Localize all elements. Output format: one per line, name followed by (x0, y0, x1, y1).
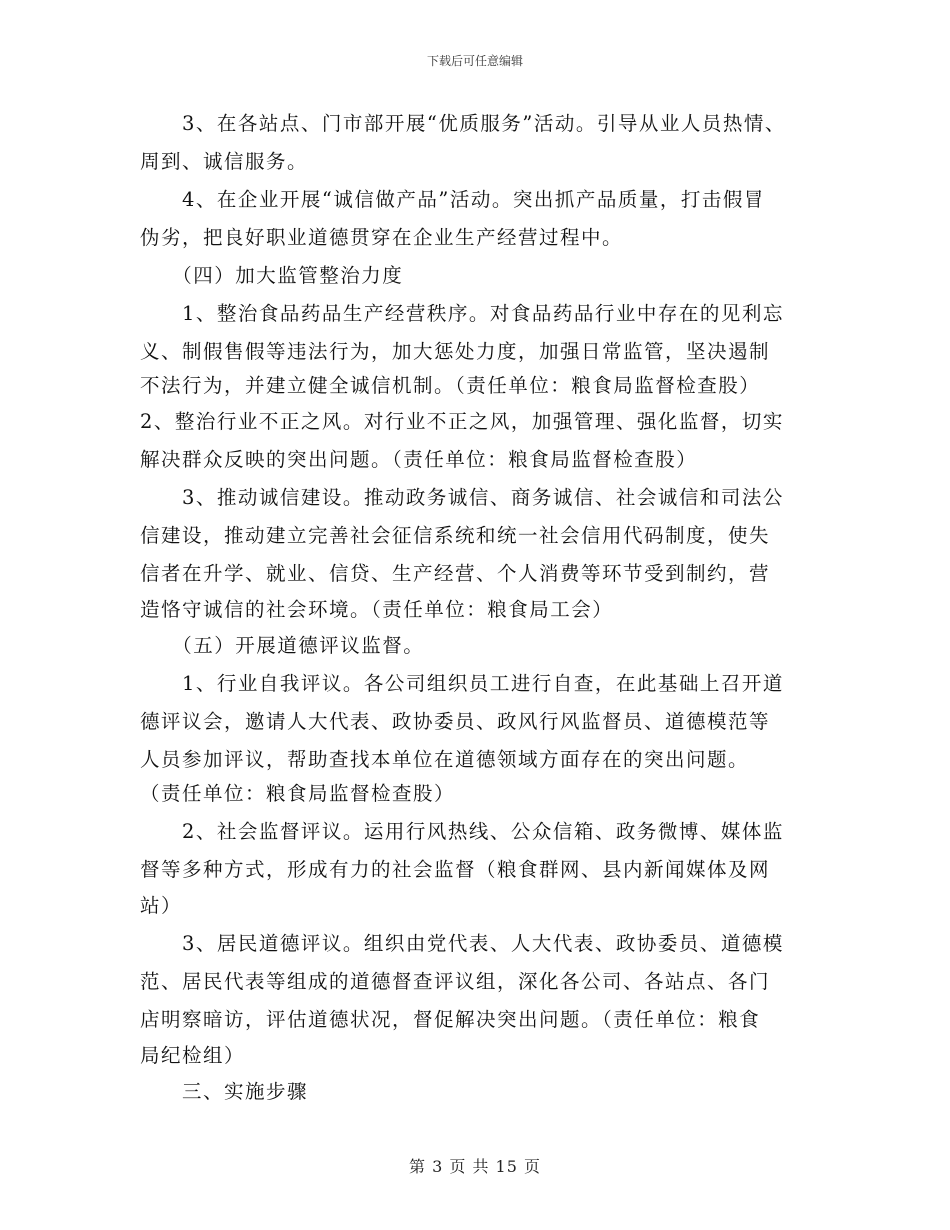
text-line: 解决群众反映的突出问题。（责任单位：粮食局监督检查股） (140, 448, 698, 471)
text-line: 1、整治食品药品生产经营秩序。对食品药品行业中存在的见利忘 (140, 302, 784, 325)
text-line: 造恪守诚信的社会环境。（责任单位：粮食局工会） (140, 598, 614, 621)
text-line: 2、社会监督评议。运用行风热线、公众信箱、政务微博、媒体监 (140, 820, 784, 843)
text-line: 范、居民代表等组成的道德督查评议组，深化各公司、各站点、各门 (140, 970, 771, 993)
page-footer: 第 3 页 共 15 页 (409, 1157, 541, 1176)
text-line: 1、行业自我评议。各公司组织员工进行自查，在此基础上召开道 (140, 672, 784, 695)
text-line: 不法行为，并建立健全诚信机制。（责任单位：粮食局监督检查股） (140, 374, 761, 397)
text-line: 人员参加评议，帮助查找本单位在道德领域方面存在的突出问题。 (140, 748, 750, 771)
text-line: 站） (140, 894, 183, 917)
text-line: 局纪检组） (140, 1044, 246, 1067)
text-line: 督等多种方式，形成有力的社会监督（粮食群网、县内新闻媒体及网 (140, 858, 771, 881)
text-line: 店明察暗访，评估道德状况，督促解决突出问题。（责任单位：粮食 (140, 1008, 761, 1031)
text-line: 4、在企业开展“诚信做产品”活动。突出抓产品质量，打击假冒 (140, 188, 765, 211)
text-line: 2、整治行业不正之风。对行业不正之风，加强管理、强化监督，切实 (140, 410, 784, 433)
page-header: 下载后可任意编辑 (426, 54, 523, 68)
text-line: 周到、诚信服务。 (140, 150, 309, 173)
section-heading: （四）加大监管整治力度 (140, 264, 404, 287)
section-heading: （五）开展道德评议监督。 (140, 634, 425, 657)
section-heading: 三、实施步骤 (140, 1080, 309, 1103)
text-line: （责任单位：粮食局监督检查股） (140, 782, 456, 805)
text-line: 3、在各站点、门市部开展“优质服务”活动。引导从业人员热情、 (140, 112, 786, 135)
text-line: 3、居民道德评议。组织由党代表、人大代表、政协委员、道德模 (140, 932, 784, 955)
text-line: 德评议会，邀请人大代表、政协委员、政风行风监督员、道德模范等 (140, 710, 771, 733)
text-line: 义、制假售假等违法行为，加大惩处力度，加强日常监管，坚决遏制 (140, 340, 771, 363)
text-line: 信者在升学、就业、信贷、生产经营、个人消费等环节受到制约，营 (140, 562, 771, 585)
text-line: 信建设，推动建立完善社会征信系统和统一社会信用代码制度，使失 (140, 524, 771, 547)
text-line: 伪劣，把良好职业道德贯穿在企业生产经营过程中。 (140, 226, 624, 249)
text-line: 3、推动诚信建设。推动政务诚信、商务诚信、社会诚信和司法公 (140, 486, 784, 509)
